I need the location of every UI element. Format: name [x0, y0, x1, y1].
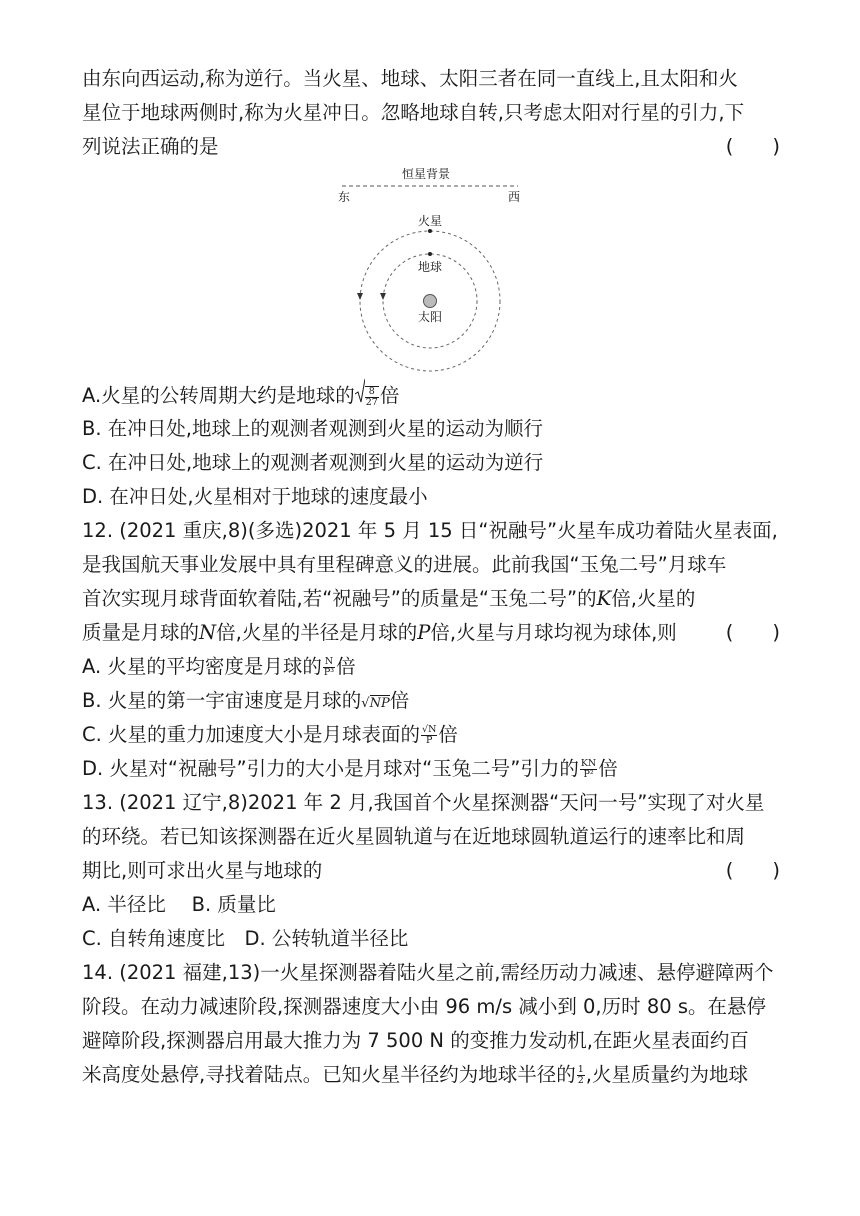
- q14-line-1: 14. (2021 福建,13)一火星探测器着陆火星之前,需经历动力减速、悬停避障两个: [82, 961, 774, 984]
- frac-den: 2: [577, 1075, 584, 1086]
- q12-line-1: 12. (2021 重庆,8)(多选)2021 年 5 月 15 日“祝融号”火星车成功着陆火星表面,: [82, 519, 778, 542]
- intro-line-3-text: 列说法正确的是: [82, 135, 219, 158]
- var-n: N: [199, 621, 217, 644]
- frac-den: P²: [583, 769, 594, 780]
- q13-line-2: 的环绕。若已知该探测器在近火星圆轨道与在近地球圆轨道运行的速率比和周: [82, 825, 746, 848]
- q13-options-cd: C. 自转角速度比 D. 公转轨道半径比: [82, 927, 409, 950]
- q11-option-a-text: 火星的公转周期大约是地球的: [101, 384, 355, 407]
- earth-label: 地球: [418, 260, 443, 274]
- frac-num: 1: [577, 1064, 584, 1075]
- frac-num: 8: [365, 387, 379, 398]
- intro-line-3: [82, 130, 782, 164]
- q11-option-a-fraction: [365, 386, 379, 408]
- q12-line-2: 是我国航天事业发展中具有里程碑意义的进展。此前我国“玉兔二号”月球车: [82, 553, 727, 576]
- star-background-label: 恒星背景: [402, 167, 451, 181]
- q14-fraction: [577, 1065, 585, 1086]
- orbit-diagram: [82, 164, 782, 378]
- var-k: K: [596, 587, 612, 610]
- q11-option-a-prefix: A.: [82, 384, 102, 407]
- frac-num: √N: [422, 724, 437, 735]
- q11-answer-blank: ( ): [725, 135, 780, 158]
- q11-option-b: B. 在冲日处,地球上的观测者观测到火星的运动为顺行: [82, 417, 543, 440]
- sun-icon: [424, 295, 437, 308]
- q12-line-4: [82, 616, 782, 650]
- q11-option-c: C. 在冲日处,地球上的观测者观测到火星的运动为逆行: [82, 451, 544, 474]
- q12-line-3a: 首次实现月球背面软着陆,若“祝融号”的质量是“玉兔二号”的: [82, 587, 597, 610]
- q12-option-b-text: B. 火星的第一宇宙速度是月球的: [82, 689, 362, 712]
- q12-option-d-text: D. 火星对“祝融号”引力的大小是月球对“玉兔二号”引力的: [82, 757, 579, 780]
- q14-line-4b: ,火星质量约为地球: [585, 1063, 748, 1086]
- q13-options-ab: A. 半径比 B. 质量比: [82, 893, 276, 916]
- q12-option-a: [82, 650, 782, 684]
- earth-dot: [428, 252, 432, 256]
- var-p: P: [417, 621, 431, 644]
- frac-num: KN: [580, 758, 597, 769]
- mars-label: 火星: [418, 214, 443, 228]
- q12-line-3: [82, 582, 782, 616]
- q12-option-c-suffix: 倍: [438, 723, 458, 746]
- q12-option-b-radicand: NP: [369, 696, 390, 711]
- q12-line-4c: 倍,火星与月球均视为球体,则: [430, 621, 677, 644]
- q12-option-b-suffix: 倍: [389, 689, 410, 712]
- q12-line-4b: 倍,火星的半径是月球的: [216, 621, 418, 644]
- sqrt-icon: [355, 378, 365, 415]
- q11-option-d: D. 在冲日处,火星相对于地球的速度最小: [82, 485, 428, 508]
- q14-line-4a: 米高度处悬停,寻找着陆点。已知火星半径约为地球半径的: [82, 1063, 576, 1086]
- q11-option-a-suffix: 倍: [379, 384, 400, 407]
- earth-orbit-arrow-icon: [380, 293, 386, 300]
- q12-option-a-fraction: [323, 657, 335, 678]
- q12-option-a-text: A. 火星的平均密度是月球的: [82, 655, 322, 678]
- west-label: 西: [508, 190, 521, 204]
- q13-answer-blank: ( ): [725, 859, 780, 882]
- q12-option-c-fraction: [421, 725, 437, 746]
- q13-line-3: [82, 854, 782, 888]
- question-page: [82, 62, 782, 1092]
- mars-dot: [428, 229, 432, 233]
- q12-option-d-suffix: 倍: [598, 757, 618, 780]
- q12-answer-blank: ( ): [725, 621, 780, 644]
- sqrt-icon: √: [361, 696, 370, 711]
- frac-den: P: [426, 735, 433, 746]
- q13-line-3-text: 期比,则可求出火星与地球的: [82, 859, 323, 882]
- q12-option-c: [82, 718, 782, 752]
- q12-line-4a: 质量是月球的: [82, 621, 200, 644]
- q11-option-a: [82, 378, 782, 412]
- intro-line-2: 星位于地球两侧时,称为火星冲日。忽略地球自转,只考虑太阳对行星的引力,下: [82, 101, 745, 124]
- east-label: 东: [338, 190, 351, 204]
- q14-line-4: [82, 1058, 782, 1092]
- frac-den: P³: [323, 667, 335, 678]
- q12-option-b: [82, 684, 782, 718]
- q12-option-a-suffix: 倍: [336, 655, 356, 678]
- q13-line-1: 13. (2021 辽宁,8)2021 年 2 月,我国首个火星探测器“天问一号”实现了对火星: [82, 791, 765, 814]
- frac-den: 27: [365, 396, 378, 408]
- sun-label: 太阳: [418, 310, 443, 324]
- mars-orbit-arrow-icon: [357, 293, 363, 300]
- q14-line-3: 避障阶段,探测器启用最大推力为 7 500 N 的变推力发动机,在距火星表面约百: [82, 1029, 749, 1052]
- frac-num: N: [324, 656, 334, 667]
- q12-option-c-text: C. 火星的重力加速度大小是月球表面的: [82, 723, 421, 746]
- q12-option-d: [82, 752, 782, 786]
- q12-option-d-fraction: [580, 759, 597, 780]
- intro-line-1: 由东向西运动,称为逆行。当火星、地球、太阳三者在同一直线上,且太阳和火: [82, 67, 738, 90]
- q12-line-3b: 倍,火星的: [611, 587, 696, 610]
- q14-line-2: 阶段。在动力减速阶段,探测器速度大小由 96 m/s 减小到 0,历时 80 s。在悬停: [82, 995, 767, 1018]
